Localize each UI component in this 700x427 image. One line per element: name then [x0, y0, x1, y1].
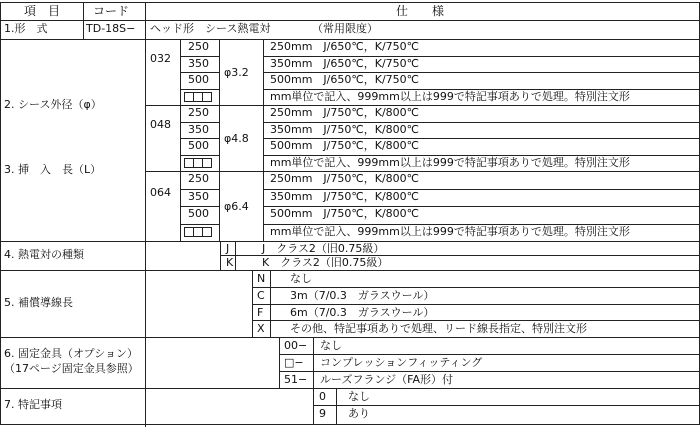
row7-row-line — [313, 405, 700, 406]
type-code-K: K — [226, 256, 234, 269]
row4-divider-left — [220, 241, 221, 271]
length-code: 350 — [188, 123, 209, 136]
row6-row-line — [279, 354, 700, 355]
lead-desc-N: なし — [290, 272, 312, 285]
note-desc-0: なし — [348, 390, 370, 403]
length-spec: 500mm J/750℃，K/800℃ — [270, 207, 419, 220]
length-code: 350 — [188, 190, 209, 203]
row5-label: 5. 補償導線長 — [4, 296, 73, 309]
length-code: 500 — [188, 139, 209, 152]
table-left-border — [0, 2, 1, 425]
group-bottom-border — [145, 105, 700, 106]
note-code-9: 9 — [319, 407, 326, 420]
left-block-border — [145, 20, 146, 427]
header-divider-2 — [145, 2, 146, 21]
custom-length-spec: mm単位で記入、999mm以上は999で特記事項ありで処理。特別注文形 — [270, 225, 630, 238]
fitting-desc: ルーズフランジ（FA形）付 — [320, 373, 454, 386]
sheath-code-048: 048 — [150, 118, 171, 131]
row1-spec-main: ヘッド形 シース熱電対 — [150, 22, 271, 35]
header-item: 項 目 — [24, 4, 61, 18]
sheath-code-032: 032 — [150, 52, 171, 65]
length-spec: 500mm J/650℃，K/750℃ — [270, 73, 419, 86]
row4-divider — [235, 241, 236, 271]
row5-bottom — [0, 337, 700, 338]
table-bottom-border — [0, 424, 700, 425]
note-desc-9: あり — [348, 407, 370, 420]
row6-label: 6. 固定金具（オプション） — [4, 347, 139, 360]
length-code: 250 — [188, 40, 209, 53]
row6-divider-left — [279, 337, 280, 389]
lead-desc-F: 6m（7/0.3 ガラスウール） — [290, 306, 435, 319]
length-spec: 350mm J/650℃，K/750℃ — [270, 57, 419, 70]
header-bottom-border — [0, 20, 700, 21]
row3-label: 3. 挿 入 長（L） — [4, 163, 102, 176]
custom-length-boxes — [184, 92, 211, 102]
sheath-code-064: 064 — [150, 186, 171, 199]
header-spec: 仕 様 — [396, 4, 445, 18]
lead-code-F: F — [257, 306, 264, 319]
lead-desc-C: 3m（7/0.3 ガラスウール） — [290, 289, 435, 302]
group-bottom-border — [145, 171, 700, 172]
length-code: 500 — [188, 73, 209, 86]
lead-code-N: N — [257, 272, 266, 285]
table-top-border — [0, 2, 700, 3]
length-code: 250 — [188, 106, 209, 119]
custom-length-spec: mm単位で記入、999mm以上は999で特記事項ありで処理。特別注文形 — [270, 156, 630, 169]
length-spec: 350mm J/750℃，K/800℃ — [270, 190, 419, 203]
row7-divider-left — [313, 388, 314, 425]
row6-divider — [313, 337, 314, 389]
sheath-diameter-032: φ3.2 — [224, 66, 249, 79]
sheath-diameter-064: φ6.4 — [224, 200, 249, 213]
row6-sublabel: （17ページ固定金具参照） — [4, 362, 139, 375]
custom-length-spec: mm単位で記入、999mm以上は999で特記事項ありで処理。特別注文形 — [270, 90, 630, 103]
note-code-0: 0 — [319, 390, 326, 403]
row7-label: 7. 特記事項 — [4, 398, 62, 411]
length-spec: 250mm J/750℃，K/800℃ — [270, 106, 419, 119]
row1-divider — [83, 20, 84, 40]
type-desc-J: J クラス2（旧0.75級） — [262, 242, 385, 255]
length-spec: 250mm J/650℃，K/750℃ — [270, 40, 419, 53]
row1-code: TD-18S− — [86, 22, 136, 35]
fitting-code: 00− — [284, 339, 308, 352]
spec-row1-bottom — [145, 39, 700, 40]
length-code: 350 — [188, 57, 209, 70]
fitting-desc: なし — [320, 339, 342, 352]
fitting-code: 51− — [284, 373, 308, 386]
length-spec: 350mm J/750℃，K/800℃ — [270, 123, 419, 136]
row2-label: 2. シース外径（φ） — [4, 98, 102, 111]
length-code: 250 — [188, 172, 209, 185]
row4-bottom — [0, 270, 700, 271]
row1-spec-note: （常用限度） — [312, 22, 378, 35]
header-code: コード — [93, 4, 130, 18]
length-spec: 500mm J/750℃，K/800℃ — [270, 139, 419, 152]
row5-row-line — [252, 287, 700, 288]
fitting-code: □− — [284, 356, 304, 369]
row1-bottom-left — [0, 39, 146, 40]
type-code-J: J — [226, 242, 230, 255]
length-row-line — [180, 224, 220, 225]
lead-code-C: C — [257, 289, 265, 302]
type-desc-K: K クラス2（旧0.75級） — [262, 256, 389, 269]
length-code: 500 — [188, 207, 209, 220]
length-row-line — [180, 89, 220, 90]
custom-length-boxes — [184, 227, 211, 237]
row7-divider — [336, 388, 337, 425]
header-divider-1 — [83, 2, 84, 21]
row5-row-line — [252, 304, 700, 305]
sheath-diameter-048: φ4.8 — [224, 132, 249, 145]
lead-code-X: X — [257, 322, 265, 335]
custom-length-boxes — [184, 158, 211, 168]
fitting-desc: コンプレッションフィッティング — [320, 356, 483, 369]
length-row-line — [180, 155, 220, 156]
length-spec: 250mm J/750℃，K/800℃ — [270, 172, 419, 185]
row1-label: 1.形 式 — [4, 22, 48, 35]
row4-label: 4. 熱電対の種類 — [4, 248, 84, 261]
row6-row-line — [279, 371, 700, 372]
lead-desc-X: その他、特記事項ありで処理、リード線長指定、特別注文形 — [290, 322, 587, 335]
row6-bottom — [0, 388, 700, 389]
